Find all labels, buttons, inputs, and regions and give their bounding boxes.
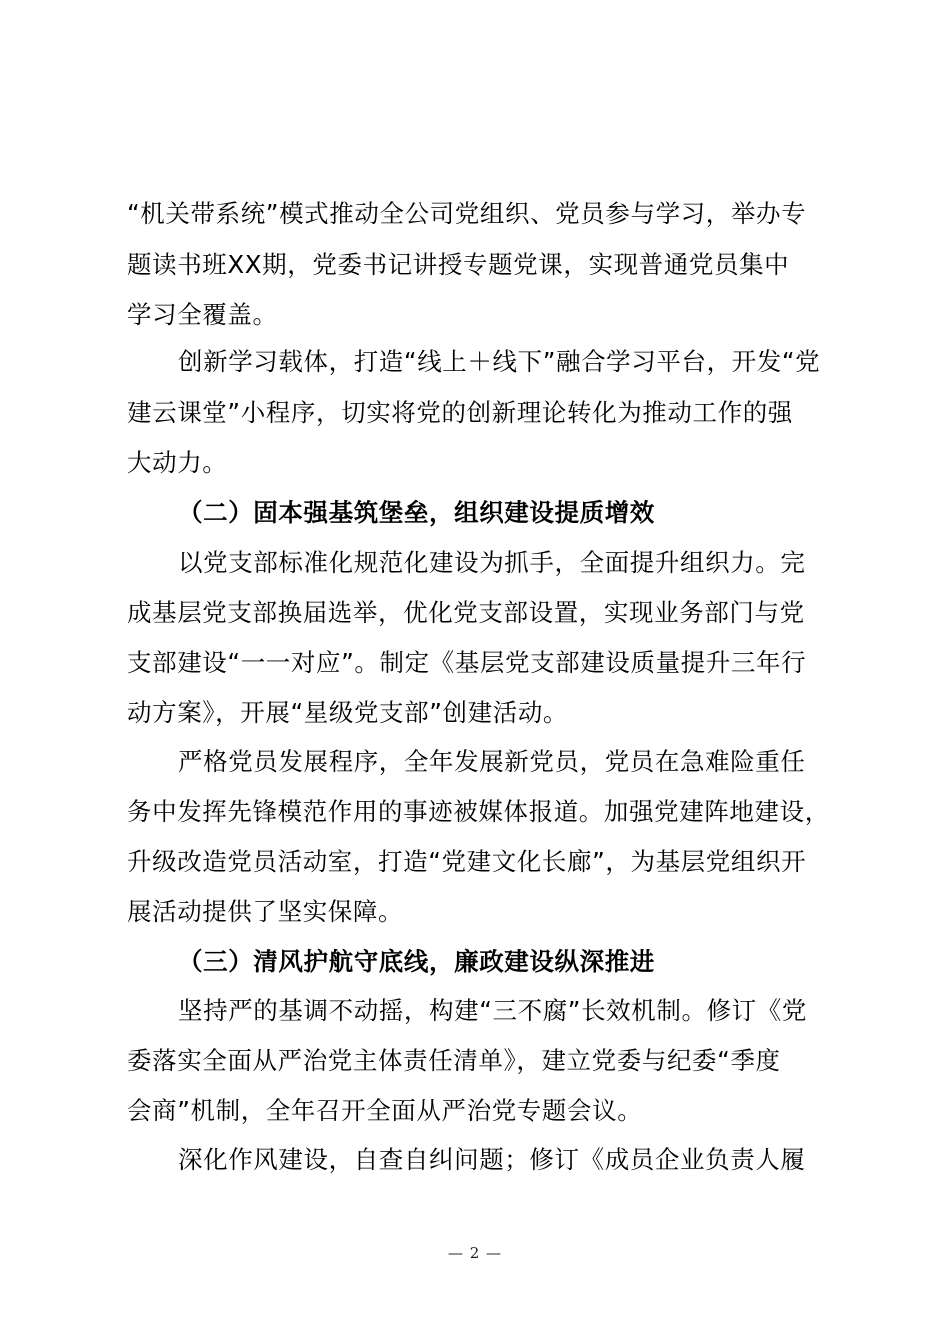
section-heading: （三）清风护航守底线，廉政建设纵深推进 xyxy=(178,947,655,976)
body-text-line: 委落实全面从严治党主体责任清单》，建立党委与纪委“季度 xyxy=(127,1046,781,1075)
paragraph-first-line: 严格党员发展程序，全年发展新党员，党员在急难险重任 xyxy=(178,747,806,776)
body-text-line: 升级改造党员活动室，打造“党建文化长廊”，为基层党组织开 xyxy=(127,847,807,876)
body-text-line: 题读书班XX期，党委书记讲授专题党课，实现普通党员集中 xyxy=(127,250,790,279)
paragraph-first-line: 以党支部标准化规范化建设为抓手，全面提升组织力。完 xyxy=(178,548,806,577)
body-text-line: 务中发挥先锋模范作用的事迹被媒体报道。加强党建阵地建设， xyxy=(127,797,830,826)
body-text-line: 支部建设“一一对应”。制定《基层党支部建设质量提升三年行 xyxy=(127,648,807,677)
body-text-line: 会商”机制，全年召开全面从严治党专题会议。 xyxy=(127,1096,643,1125)
section-heading: （二）固本强基筑堡垒，组织建设提质增效 xyxy=(178,498,655,527)
body-text-line: 学习全覆盖。 xyxy=(127,300,278,329)
body-text-line: “机关带系统”模式推动全公司党组织、党员参与学习，举办专 xyxy=(127,199,807,228)
paragraph-first-line: 创新学习载体，打造“线上＋线下”融合学习平台，开发“党 xyxy=(178,347,821,376)
paragraph-first-line: 深化作风建设，自查自纠问题；修订《成员企业负责人履 xyxy=(178,1145,806,1174)
body-text-line: 建云课堂”小程序，切实将党的创新理论转化为推动工作的强 xyxy=(127,398,793,427)
paragraph-first-line: 坚持严的基调不动摇，构建“三不腐”长效机制。修订《党 xyxy=(178,996,807,1025)
body-text-line: 动方案》，开展“星级党支部”创建活动。 xyxy=(127,698,569,727)
body-text-line: 成基层党支部换届选举，优化党支部设置，实现业务部门与党 xyxy=(127,598,805,627)
page-number: — 2 — xyxy=(447,1244,503,1262)
body-text-line: 大动力。 xyxy=(127,448,228,477)
body-text-line: 展活动提供了坚实保障。 xyxy=(127,897,404,926)
